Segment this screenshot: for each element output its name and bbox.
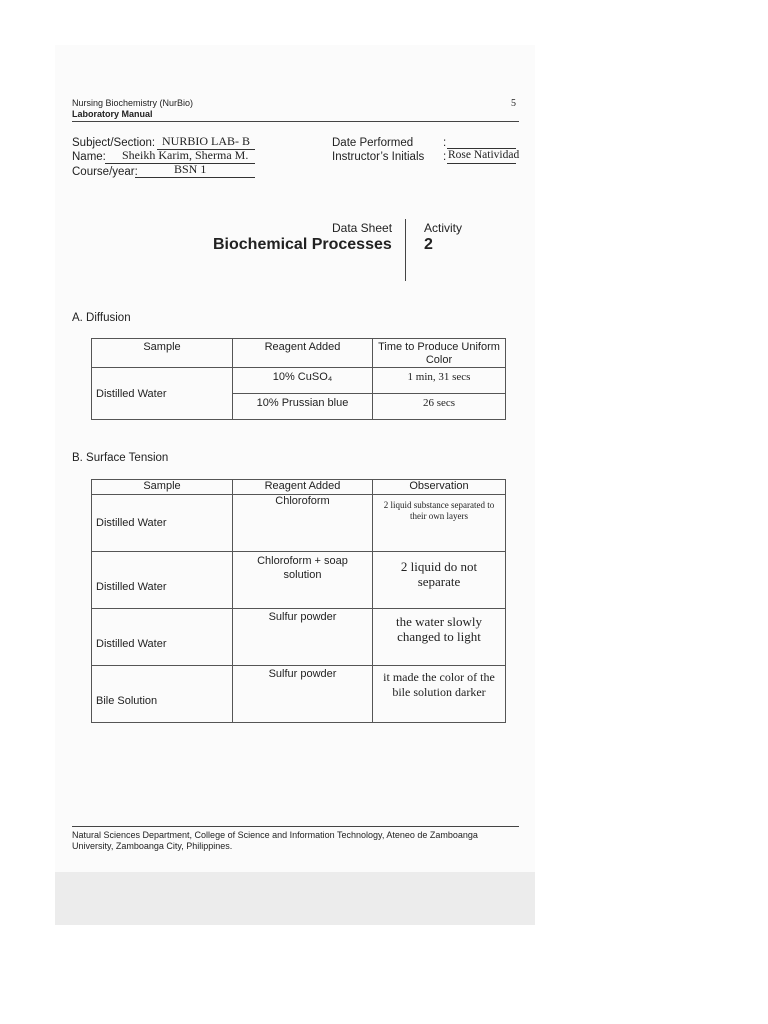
instructor-underline (447, 163, 516, 164)
table-row (92, 552, 506, 609)
course-value: BSN 1 (174, 162, 207, 176)
st-reagent-3: Sulfur powder (233, 609, 373, 666)
data-sheet-label: Data Sheet (332, 221, 393, 235)
st-sample-2: Distilled Water (92, 552, 233, 609)
sheet-title: Biochemical Processes (213, 236, 392, 253)
course-title: Nursing Biochemistry (NurBio) (72, 98, 194, 108)
diffusion-reagent-2: 10% Prussian blue (233, 394, 373, 420)
header-divider (72, 121, 519, 122)
title-divider (405, 219, 406, 281)
diffusion-reagent-1: 10% CuSO₄ (233, 368, 373, 394)
name-value: Sheikh Karim, Sherma M. (122, 148, 249, 162)
st-sample-1: Distilled Water (92, 495, 233, 552)
st-col-reagent: Reagent Added (233, 480, 373, 495)
st-col-sample: Sample (92, 480, 233, 495)
diffusion-table (91, 338, 506, 420)
st-reagent-2: Chloroform + soap solution (233, 552, 373, 609)
st-reagent-4: Sulfur powder (233, 666, 373, 723)
page-bottom-shadow (55, 872, 535, 925)
date-label: Date Performed (332, 137, 414, 149)
surface-tension-table (91, 479, 506, 723)
diffusion-time-1: 1 min, 31 secs (373, 368, 506, 394)
table-row (92, 609, 506, 666)
table-row (92, 368, 506, 394)
st-sample-3: Distilled Water (92, 609, 233, 666)
activity-number: 2 (424, 236, 433, 253)
course-underline (135, 177, 255, 178)
instructor-value: Rose Natividad (448, 149, 520, 161)
diffusion-sample: Distilled Water (92, 368, 233, 420)
subject-label: Subject/Section: (72, 137, 156, 149)
diffusion-time-2: 26 secs (373, 394, 506, 420)
st-reagent-1: Chloroform (233, 495, 373, 552)
course-label: Course/year: (72, 166, 138, 178)
name-label: Name: (72, 151, 106, 163)
subject-value: NURBIO LAB- B (162, 134, 251, 148)
instructor-label: Instructor’s Initials (332, 151, 425, 163)
table-row (92, 495, 506, 552)
date-colon: : (443, 137, 447, 149)
footer-divider (72, 826, 519, 827)
footer-line-1: Natural Sciences Department, College of Science and Information Technology, Ateneo de Zamboanga (72, 830, 478, 840)
diffusion-heading: A. Diffusion (72, 312, 131, 324)
surface-tension-heading: B. Surface Tension (72, 452, 169, 464)
table-row (92, 666, 506, 723)
diffusion-col-reagent: Reagent Added (233, 339, 373, 368)
instructor-colon: : (443, 151, 447, 163)
activity-label: Activity (424, 221, 463, 235)
diffusion-col-sample: Sample (92, 339, 233, 368)
st-observation-3: the water slowly changed to light (396, 614, 482, 644)
diffusion-col-time: Time to Produce Uniform Color (373, 339, 506, 368)
st-col-observation: Observation (373, 480, 506, 495)
st-observation-1: 2 liquid substance separated to their own layers (383, 500, 495, 521)
manual-title: Laboratory Manual (72, 109, 153, 119)
footer-line-2: University, Zamboanga City, Philippines. (72, 841, 233, 851)
st-observation-2: 2 liquid do not separate (400, 559, 478, 589)
page-number: 5 (511, 98, 516, 109)
st-sample-4: Bile Solution (92, 666, 233, 723)
st-observation-4: it made the color of the bile solution darker (383, 670, 495, 699)
